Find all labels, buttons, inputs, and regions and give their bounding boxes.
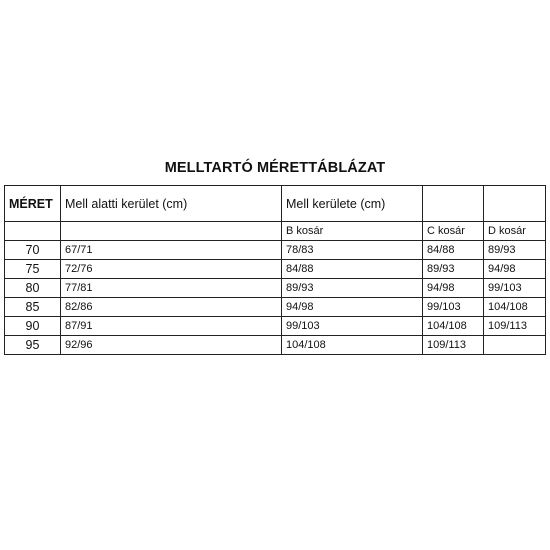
cell-c-cup: 104/108 [423,317,484,336]
cell-size: 75 [5,260,61,279]
header-empty-c [423,186,484,222]
table-row [5,336,546,355]
cell-size: 95 [5,336,61,355]
cell-d-cup: 89/93 [484,241,546,260]
cell-size: 80 [5,279,61,298]
cell-size: 70 [5,241,61,260]
header-empty-d [484,186,546,222]
header-underbust: Mell alatti kerület (cm) [61,186,282,222]
cell-b-cup: 89/93 [282,279,423,298]
cell-size: 90 [5,317,61,336]
subheader-b-cup: B kosár [282,222,423,241]
cell-d-cup: 104/108 [484,298,546,317]
cell-underbust: 82/86 [61,298,282,317]
cell-d-cup: 94/98 [484,260,546,279]
cell-c-cup: 94/98 [423,279,484,298]
cell-underbust: 67/71 [61,241,282,260]
cell-c-cup: 89/93 [423,260,484,279]
cell-b-cup: 94/98 [282,298,423,317]
cell-d-cup: 109/113 [484,317,546,336]
cell-b-cup: 78/83 [282,241,423,260]
table-header-row [5,186,546,222]
subheader-c-cup: C kosár [423,222,484,241]
cell-d-cup [484,336,546,355]
table-body [5,241,546,355]
page-title: MELLTARTÓ MÉRETTÁBLÁZAT [164,160,386,176]
cell-c-cup: 99/103 [423,298,484,317]
cell-c-cup: 84/88 [423,241,484,260]
table-subheader-row [5,222,546,241]
table-row [5,260,546,279]
cell-b-cup: 84/88 [282,260,423,279]
cell-underbust: 87/91 [61,317,282,336]
header-size: MÉRET [5,186,61,222]
cell-underbust: 77/81 [61,279,282,298]
subheader-empty-underbust [61,222,282,241]
cell-b-cup: 99/103 [282,317,423,336]
table-row [5,298,546,317]
subheader-d-cup: D kosár [484,222,546,241]
cell-c-cup: 109/113 [423,336,484,355]
size-chart-table [4,185,546,355]
table-row [5,241,546,260]
cell-underbust: 72/76 [61,260,282,279]
header-bust: Mell kerülete (cm) [282,186,423,222]
subheader-empty-size [5,222,61,241]
cell-d-cup: 99/103 [484,279,546,298]
table-row [5,279,546,298]
table-row [5,317,546,336]
cell-b-cup: 104/108 [282,336,423,355]
cell-underbust: 92/96 [61,336,282,355]
cell-size: 85 [5,298,61,317]
